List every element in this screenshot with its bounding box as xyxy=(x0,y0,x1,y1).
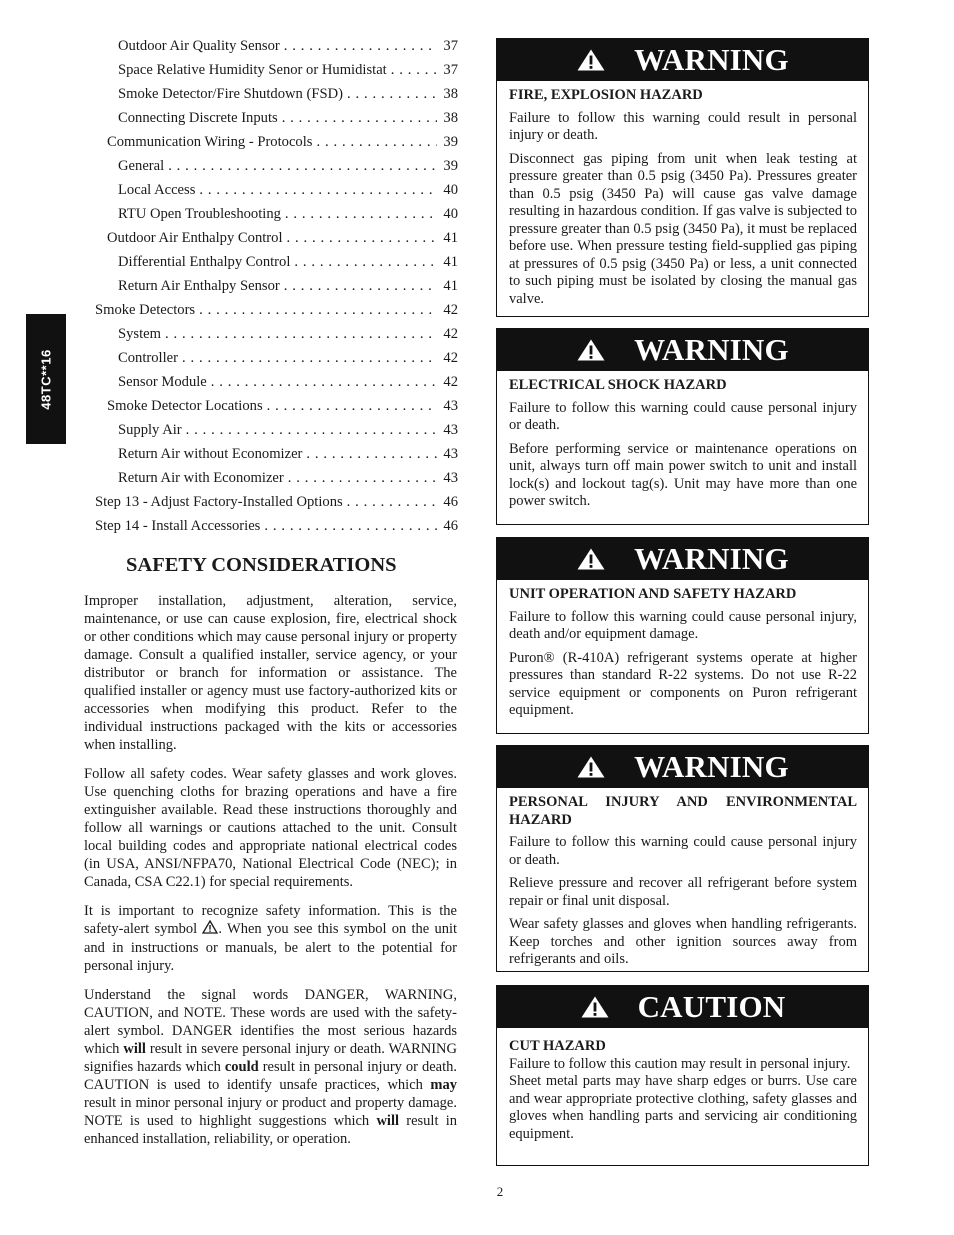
toc-entry-page: 41 xyxy=(443,278,458,294)
warning-box xyxy=(496,38,869,317)
safety-paragraph: Follow all safety codes. Wear safety glasses and work gloves. Use quenching cloths for brazing operations and have a fire extinguisher available. Read these instructions thoroughly and follow all warnings or cautions attached to the unit. Consult local building codes and appropriate national electrical codes (in USA, ANSI/NFPA70, National Electrical Code (NEC); in Canada, CSA C22.1) for special requirements. xyxy=(84,766,457,890)
toc-entry-title: Supply Air xyxy=(118,422,182,438)
safety-alert-icon xyxy=(202,920,218,939)
toc-leader-dots xyxy=(199,178,437,202)
model-side-tab xyxy=(26,314,66,444)
toc-entry xyxy=(95,466,458,490)
hazard-text: Before performing service or maintenance operations on unit, always turn off main power switch to unit and install lock(s) and lockout tag(s). Unit may have more than one power switch. xyxy=(509,440,857,509)
toc-entry-title: Differential Enthalpy Control xyxy=(118,254,291,270)
toc-entry-title: Connecting Discrete Inputs xyxy=(118,110,278,126)
toc-leader-dots xyxy=(294,250,437,274)
hazard-text: Failure to follow this warning could result in personal injury or death. xyxy=(509,109,857,143)
warning-box xyxy=(496,745,869,972)
toc-entry xyxy=(95,250,458,274)
toc-entry xyxy=(95,82,458,106)
toc-leader-dots xyxy=(211,370,438,394)
toc-leader-dots xyxy=(165,322,437,346)
toc-entry xyxy=(95,514,458,538)
toc-entry-title: Local Access xyxy=(118,182,196,198)
toc-leader-dots xyxy=(182,346,437,370)
toc-entry xyxy=(95,298,458,322)
hazard-text: Relieve pressure and recover all refrigerant before system repair or final unit disposal. xyxy=(509,875,857,909)
safety-paragraph: It is important to recognize safety information. This is the safety-alert symbol . When you see this symbol on the unit and in instructions or manuals, be alert to the potential for personal injury. xyxy=(84,903,458,974)
safety-body xyxy=(84,592,457,1159)
toc-leader-dots xyxy=(284,34,438,58)
toc-entry-title: Space Relative Humidity Senor or Humidistat xyxy=(118,62,387,78)
toc-entry-title: Smoke Detectors xyxy=(95,302,196,318)
toc-entry xyxy=(95,178,458,202)
toc-leader-dots xyxy=(186,418,438,442)
toc-entry-page: 41 xyxy=(443,254,458,270)
toc-entry-page: 46 xyxy=(443,494,458,510)
signal-word: WARNING xyxy=(634,541,789,576)
toc-entry-title: Controller xyxy=(118,350,178,366)
safety-alert-icon xyxy=(580,995,610,1019)
hazard-text: Sheet metal parts may have sharp edges or burrs. Use care and wear appropriate protective clothing, safety glasses and gloves when handling parts and servicing air conditioning equipment. xyxy=(509,1073,857,1142)
toc-leader-dots xyxy=(282,106,438,130)
toc-entry-page: 37 xyxy=(443,62,458,78)
toc-entry xyxy=(95,346,458,370)
toc-entry xyxy=(95,106,458,130)
hazard-text: Failure to follow this warning could cause personal injury, death and/or equipment damage. xyxy=(509,608,857,642)
toc-leader-dots xyxy=(391,58,438,82)
toc-leader-dots xyxy=(267,394,438,418)
signal-word: WARNING xyxy=(634,749,789,784)
toc-entry-page: 42 xyxy=(443,302,458,318)
toc-entry xyxy=(95,394,458,418)
toc-entry xyxy=(95,490,458,514)
hazard-text: Disconnect gas piping from unit when leak testing at pressure greater than 0.5 psig (3450 Pa). Pressures greater than 0.5 psig (3450 Pa) will cause gas valve damage resulting in hazardous condition. If gas valve is subjected to pressure greater than 0.5 psig (3450 Pa), it must be replaced before use. When pressure testing field-supplied gas piping at pressures of 0.5 psig (3450 Pa) or less, a unit connected to such piping must be isolated by closing the manual gas valve. xyxy=(509,150,857,307)
toc-entry-title: General xyxy=(118,158,165,174)
safety-heading: SAFETY CONSIDERATIONS xyxy=(126,554,397,576)
toc-entry-title: Return Air without Economizer xyxy=(118,446,303,462)
toc-entry-title: RTU Open Troubleshooting xyxy=(118,206,281,222)
toc-entry xyxy=(95,34,458,58)
toc-leader-dots xyxy=(199,298,437,322)
toc-entry xyxy=(95,154,458,178)
hazard-text: Failure to follow this caution may result in personal injury. xyxy=(509,1055,851,1072)
toc-entry-title: Step 14 - Install Accessories xyxy=(95,518,261,534)
toc-leader-dots xyxy=(316,130,437,154)
toc-entry xyxy=(95,370,458,394)
signal-word-bar xyxy=(497,986,868,1028)
toc-entry-page: 42 xyxy=(443,326,458,342)
model-side-tab-label: 48TC**16 xyxy=(38,348,54,410)
toc-entry xyxy=(95,322,458,346)
toc-entry-title: Smoke Detector Locations xyxy=(107,398,263,414)
toc-entry xyxy=(95,226,458,250)
toc-entry xyxy=(95,130,458,154)
page-number: 2 xyxy=(496,1184,504,1199)
toc-entry-page: 40 xyxy=(443,182,458,198)
toc-entry-page: 43 xyxy=(443,470,458,486)
toc-entry-page: 37 xyxy=(443,38,458,54)
signal-word-bar xyxy=(497,538,868,580)
hazard-text: Puron® (R-410A) refrigerant systems operate at higher pressures than standard R-22 systems. Do not use R-22 service equipment or components on Puron refrigerant equipment. xyxy=(509,649,857,718)
toc-entry-page: 38 xyxy=(443,86,458,102)
warning-box xyxy=(496,328,869,525)
toc-entry-page: 42 xyxy=(443,374,458,390)
hazard-text: Failure to follow this warning could cause personal injury or death. xyxy=(509,399,857,433)
safety-alert-icon xyxy=(576,48,606,72)
toc-entry-title: Step 13 - Adjust Factory-Installed Options xyxy=(95,494,343,510)
signal-word-bar xyxy=(497,746,868,788)
signal-word: WARNING xyxy=(634,42,789,77)
signal-word: WARNING xyxy=(634,332,789,367)
hazard-title: UNIT OPERATION AND SAFETY HAZARD xyxy=(509,586,797,602)
signal-word-bar xyxy=(497,39,868,81)
toc-leader-dots xyxy=(168,154,437,178)
caution-box xyxy=(496,985,869,1166)
toc-entry-title: System xyxy=(118,326,161,342)
toc-entry-page: 39 xyxy=(443,158,458,174)
safety-alert-icon xyxy=(576,338,606,362)
toc-entry-page: 38 xyxy=(443,110,458,126)
hazard-text: Failure to follow this warning could cause personal injury or death. xyxy=(509,834,857,868)
toc-entry-title: Sensor Module xyxy=(118,374,207,390)
hazard-title: ELECTRICAL SHOCK HAZARD xyxy=(509,377,727,393)
toc-entry xyxy=(95,442,458,466)
toc-entry xyxy=(95,418,458,442)
toc-leader-dots xyxy=(288,466,438,490)
toc-entry-page: 42 xyxy=(443,350,458,366)
toc-entry-page: 41 xyxy=(443,230,458,246)
warning-box xyxy=(496,537,869,734)
signal-word-bar xyxy=(497,329,868,371)
toc-leader-dots xyxy=(285,202,437,226)
hazard-title: FIRE, EXPLOSION HAZARD xyxy=(509,87,703,103)
toc-entry-page: 40 xyxy=(443,206,458,222)
safety-paragraph: Understand the signal words DANGER, WARNING, CAUTION, and NOTE. These words are used with the safety-alert symbol. DANGER identifies the most serious hazards which will result in severe personal injury or death. WARNING signifies hazards which could result in personal injury or death. CAUTION is used to identify unsafe practices, which may result in minor personal injury or product and property damage. NOTE is used to highlight suggestions which will result in enhanced installation, reliability, or operation. xyxy=(84,987,458,1147)
safety-alert-icon xyxy=(576,547,606,571)
hazard-title: CUT HAZARD xyxy=(509,1038,606,1054)
toc-entry-title: Outdoor Air Quality Sensor xyxy=(118,38,280,54)
toc-entry-page: 43 xyxy=(443,422,458,438)
toc-leader-dots xyxy=(287,226,438,250)
toc-leader-dots xyxy=(347,490,438,514)
hazard-title: PERSONAL INJURY AND ENVIRONMENTAL HAZARD xyxy=(509,794,857,828)
signal-word: CAUTION xyxy=(637,989,786,1024)
toc-entry-title: Communication Wiring - Protocols xyxy=(107,134,313,150)
toc-entry xyxy=(95,58,458,82)
toc-entry-title: Return Air Enthalpy Sensor xyxy=(118,278,280,294)
toc-entry xyxy=(95,202,458,226)
toc-entry-title: Return Air with Economizer xyxy=(118,470,284,486)
toc-leader-dots xyxy=(306,442,437,466)
toc-entry-page: 39 xyxy=(443,134,458,150)
toc-entry-page: 43 xyxy=(443,398,458,414)
toc-leader-dots xyxy=(264,514,437,538)
safety-paragraph: Improper installation, adjustment, alteration, service, maintenance, or use can cause explosion, fire, electrical shock or other conditions which may cause personal injury or property damage. Consult a qualified installer, service agency, or your distributor or branch for information or assistance. The qualified installer or agency must use factory-authorized kits or accessories when modifying this product. Refer to the individual instructions packaged with the kits or accessories when installing. xyxy=(84,593,457,753)
toc-entry-page: 46 xyxy=(443,518,458,534)
toc-entry-title: Smoke Detector/Fire Shutdown (FSD) xyxy=(118,86,343,102)
safety-alert-icon xyxy=(576,755,606,779)
toc-entry xyxy=(95,274,458,298)
toc-entry-page: 43 xyxy=(443,446,458,462)
hazard-text: Wear safety glasses and gloves when handling refrigerants. Keep torches and other ignition sources away from refrigerants and oils. xyxy=(509,916,857,967)
table-of-contents xyxy=(95,34,458,538)
toc-entry-title: Outdoor Air Enthalpy Control xyxy=(107,230,283,246)
toc-leader-dots xyxy=(347,82,437,106)
toc-leader-dots xyxy=(284,274,438,298)
